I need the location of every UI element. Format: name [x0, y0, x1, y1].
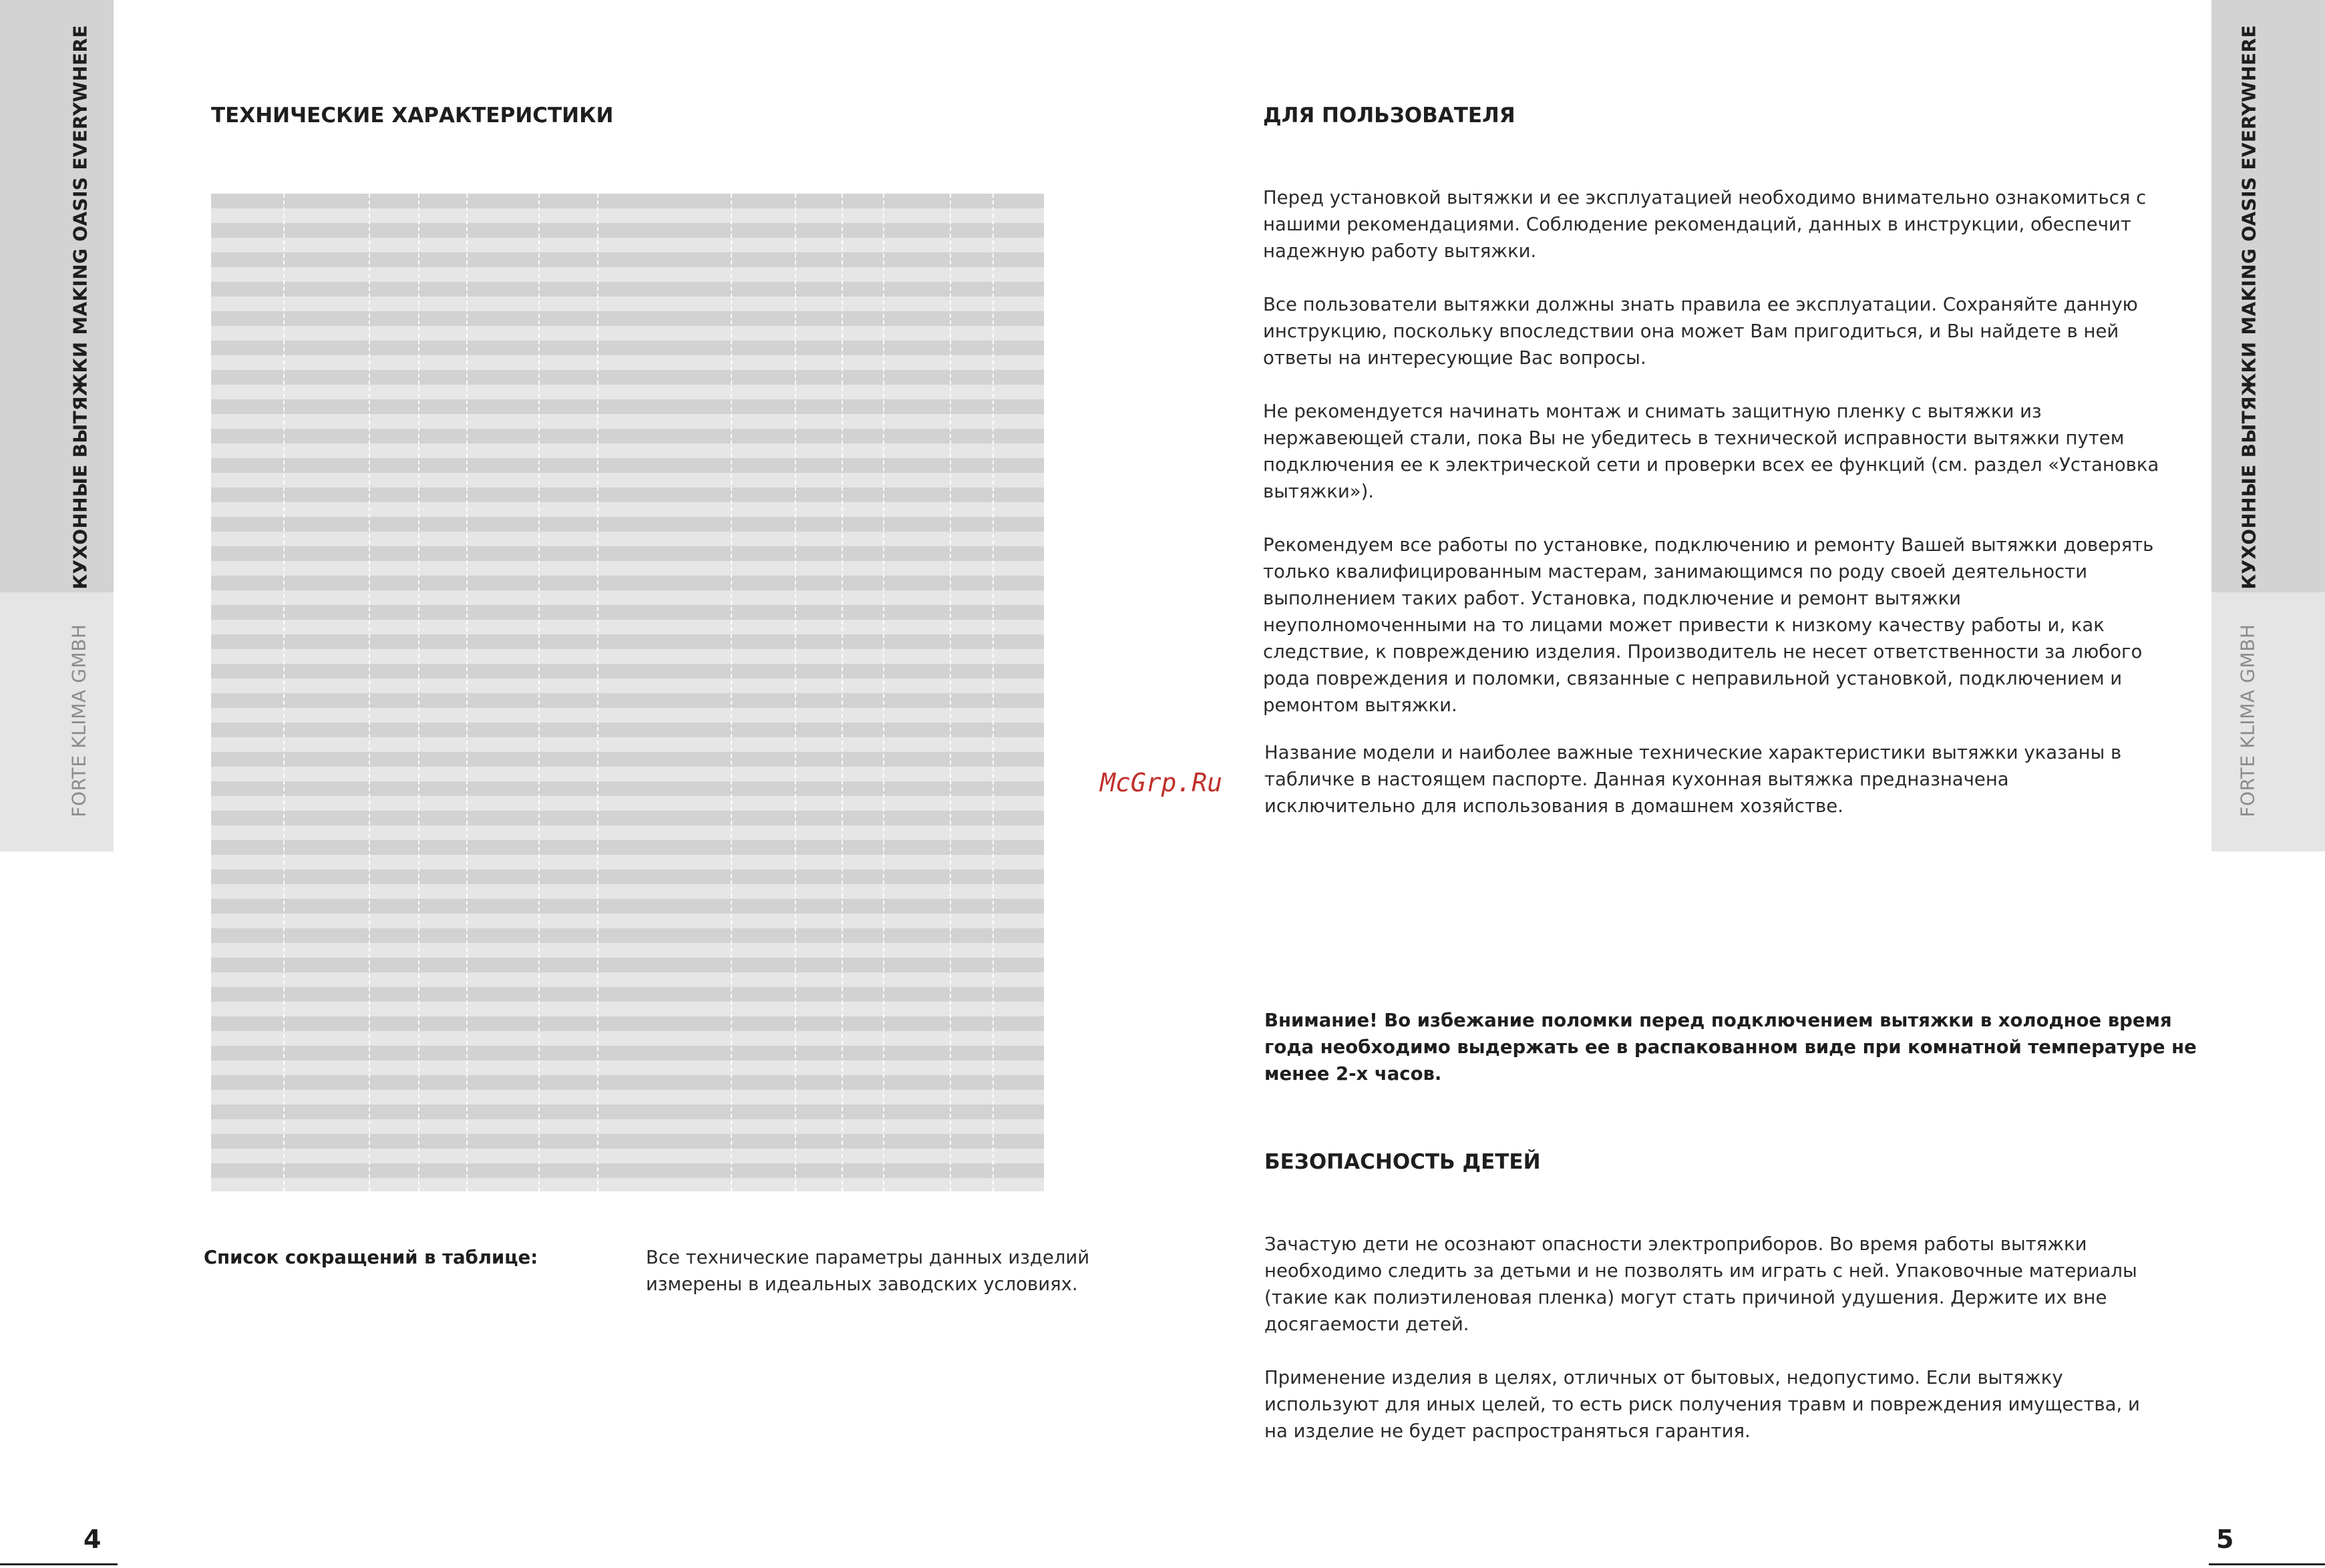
text-line: необходимо следить за детьми и не позволять им играть с ней. Упаковочные материалы: [1264, 1260, 2137, 1282]
text-line: ремонтом вытяжки.: [1263, 695, 1457, 716]
left-side-band-company: FORTE KLIMA GMBH: [67, 624, 90, 817]
text-line: следствие, к повреждению изделия. Производитель не несет ответственности за любого: [1263, 641, 2143, 662]
text-line: Перед установкой вытяжки и ее эксплуатацией необходимо внимательно ознакомиться с: [1263, 187, 2147, 208]
text-line: надежную работу вытяжки.: [1263, 240, 1537, 262]
paragraph-rules: [1263, 291, 2138, 371]
text-line: Внимание! Во избежание поломки перед подключением вытяжки в холодное время: [1264, 1010, 2172, 1031]
left-side-band-title: КУХОННЫЕ ВЫТЯЖКИ MAKING OASIS EVERYWHERE: [69, 25, 92, 590]
measurement-note-line: Все технические параметры данных изделий: [646, 1247, 1090, 1268]
text-line: только квалифицированным мастерам, занимающимся по роду своей деятельности: [1263, 561, 2088, 582]
text-line: нашими рекомендациями. Соблюдение рекомендаций, данных в инструкции, обеспечит: [1263, 214, 2131, 235]
tech-specs-title: ТЕХНИЧЕСКИЕ ХАРАКТЕРИСТИКИ: [211, 104, 614, 128]
measurement-note-line: измерены в идеальных заводских условиях.: [646, 1273, 1078, 1295]
left-side-band-top: [0, 0, 114, 592]
right-side-band-title: КУХОННЫЕ ВЫТЯЖКИ MAKING OASIS EVERYWHERE: [2238, 25, 2260, 590]
paragraph-qualified-installers: [1263, 532, 2153, 719]
right-footer-line: [2209, 1563, 2325, 1565]
right-page-number: 5: [2216, 1525, 2234, 1554]
text-line: (такие как полиэтиленовая пленка) могут стать причиной удушения. Держите их вне: [1264, 1287, 2107, 1308]
text-line: Не рекомендуется начинать монтаж и снимать защитную пленку с вытяжки из: [1263, 401, 2042, 422]
text-line: Название модели и наиболее важные технические характеристики вытяжки указаны в: [1264, 742, 2122, 763]
left-footer-line: [0, 1563, 118, 1565]
text-line: менее 2-х часов.: [1264, 1063, 1442, 1085]
specs-table-placeholder: [211, 194, 1044, 1191]
for-user-title: ДЛЯ ПОЛЬЗОВАТЕЛЯ: [1263, 104, 1515, 128]
text-line: вытяжки»).: [1263, 481, 1375, 502]
right-side-band-bottom: [2211, 592, 2325, 851]
text-line: табличке в настоящем паспорте. Данная кухонная вытяжка предназначена: [1264, 769, 2009, 790]
paragraph-model-info: [1264, 739, 2121, 819]
text-line: используют для иных целей, то есть риск получения травм и повреждения имущества, и: [1264, 1394, 2140, 1415]
paragraph-children: [1264, 1231, 2137, 1338]
left-side-band-bottom: [0, 592, 114, 851]
child-safety-title: БЕЗОПАСНОСТЬ ДЕТЕЙ: [1264, 1150, 1541, 1174]
right-side-band-top: [2211, 0, 2325, 592]
text-line: ответы на интересующие Вас вопросы.: [1263, 347, 1646, 369]
text-line: Применение изделия в целях, отличных от бытовых, недопустимо. Если вытяжку: [1264, 1367, 2063, 1388]
text-line: Все пользователи вытяжки должны знать правила ее эксплуатации. Сохраняйте данную: [1263, 294, 2138, 315]
paragraph-preinstall: [1263, 184, 2146, 264]
text-line: исключительно для использования в домашнем хозяйстве.: [1264, 795, 1843, 817]
left-page-number: 4: [83, 1525, 102, 1554]
watermark: McGrp.Ru: [1100, 768, 1223, 797]
paragraph-misuse: [1264, 1364, 2140, 1444]
text-line: рода повреждения и поломки, связанные с неправильной установкой, подключением и: [1263, 668, 2123, 689]
text-line: неуполномоченными на то лицами может привести к низкому качеству работы и, как: [1263, 614, 2105, 636]
text-line: инструкцию, поскольку впоследствии она может Вам пригодиться, и Вы найдете в ней: [1263, 321, 2119, 342]
text-line: Зачастую дети не осознают опасности электроприборов. Во время работы вытяжки: [1264, 1233, 2087, 1255]
text-line: года необходимо выдержать ее в распакованном виде при комнатной температуре не: [1264, 1036, 2197, 1058]
right-side-band-company: FORTE KLIMA GMBH: [2236, 624, 2259, 817]
cold-weather-warning: [1264, 1007, 2197, 1087]
text-line: выполнением таких работ. Установка, подключение и ремонт вытяжки: [1263, 588, 1961, 609]
paragraph-film-warning: [1263, 398, 2159, 505]
measurement-note: [646, 1244, 1089, 1298]
text-line: нержавеющей стали, пока Вы не убедитесь в технической исправности вытяжки путем: [1263, 427, 2125, 449]
text-line: досягаемости детей.: [1264, 1314, 1469, 1335]
text-line: на изделие не будет распространяться гарантия.: [1264, 1420, 1751, 1442]
text-line: подключения ее к электрической сети и проверки всех ее функций (см. раздел «Установка: [1263, 454, 2159, 475]
abbreviations-label: Список сокращений в таблице:: [204, 1247, 538, 1268]
text-line: Рекомендуем все работы по установке, подключению и ремонту Вашей вытяжки доверять: [1263, 534, 2154, 556]
